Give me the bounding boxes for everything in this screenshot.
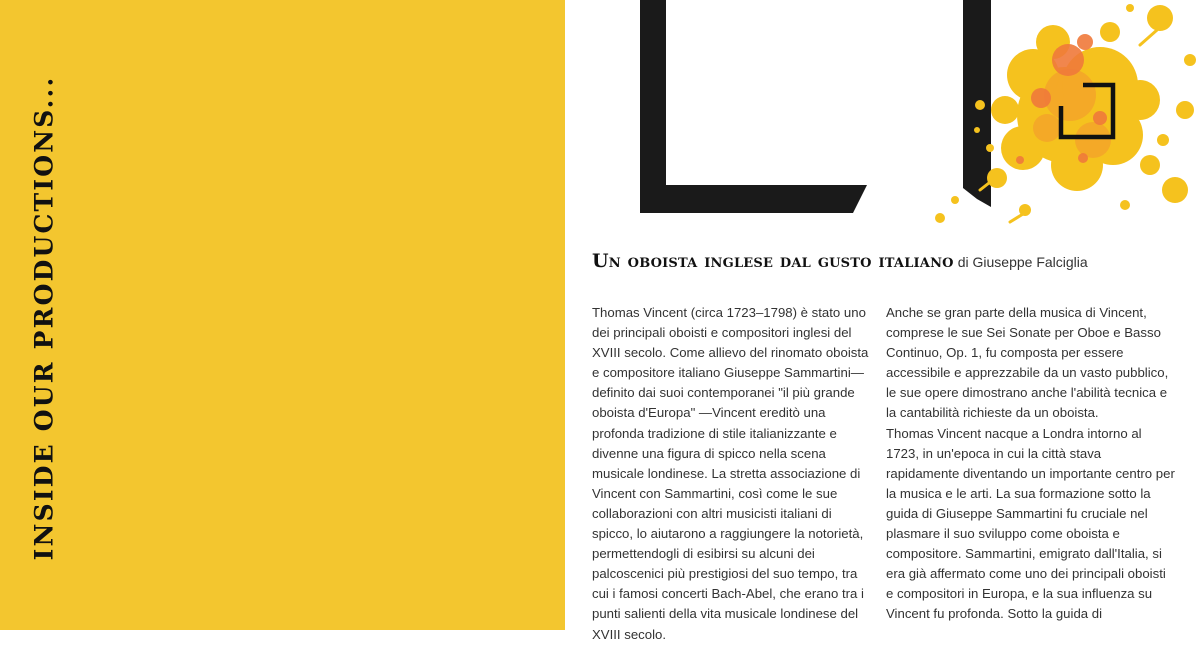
yellow-sidebar-panel (0, 0, 565, 630)
article-column-right (886, 303, 1176, 625)
bracket-frame-icon (640, 0, 991, 213)
bracket-splash-icon (565, 0, 1200, 250)
section-label-text: INSIDE OUR PRODUCTIONS... (29, 75, 59, 561)
paragraph: Anche se gran parte della musica di Vincent, comprese le sue Sei Sonate per Oboe e Basso Continuo, Op. 1, fu composta per essere accessibile e apprezzabile da un vasto pubblico, le sue opere dimostrano anche l'abilità tecnica e la cantabilità richieste da un oboista. (886, 305, 1169, 421)
article-byline: di Giuseppe Falciglia (957, 254, 1088, 270)
paragraph: Thomas Vincent nacque a Londra intorno al 1723, in un'epoca in cui la città stava rapidamente diventando un importante centro per la musica e le arti. La sua formazione sotto la guida di Giuseppe Sammartini fu cruciale nel plasmare il suo sviluppo come oboista e compositore. Sammartini, emigrato dall'Italia, si era già affermato come uno dei principali oboisti e compositori in Europa, e la sua influenza su Vincent fu profonda. Sotto la guida di (886, 425, 1175, 622)
article-column-left (592, 303, 872, 645)
article-headline (592, 250, 1192, 272)
paragraph: Thomas Vincent (circa 1723–1798) è stato uno dei principali oboisti e compositori inglesi del XVIII secolo. Come allievo del rinomato oboista e compositore italiano Giuseppe Sammartini—definito dai suoi contemporanei "il più grande oboista d'Europa" —Vincent ereditò una profonda tradizione di stile italianizzante e divenne una figura di spicco nella scena musicale londinese. La stretta associazione di Vincent con Sammartini, così come le sue collaborazioni con altri musicisti italiani di spicco, lo aiutarono a raggiungere la notorietà, permettendogli di esibirsi su alcuni dei palcoscenici più prestigiosi del suo tempo, tra cui i famosi concerti Bach-Abel, che erano tra i punti salienti della vita musicale londinese del XVIII secolo. (592, 305, 869, 642)
article-title: Un oboista inglese dal gusto italiano (592, 250, 954, 272)
